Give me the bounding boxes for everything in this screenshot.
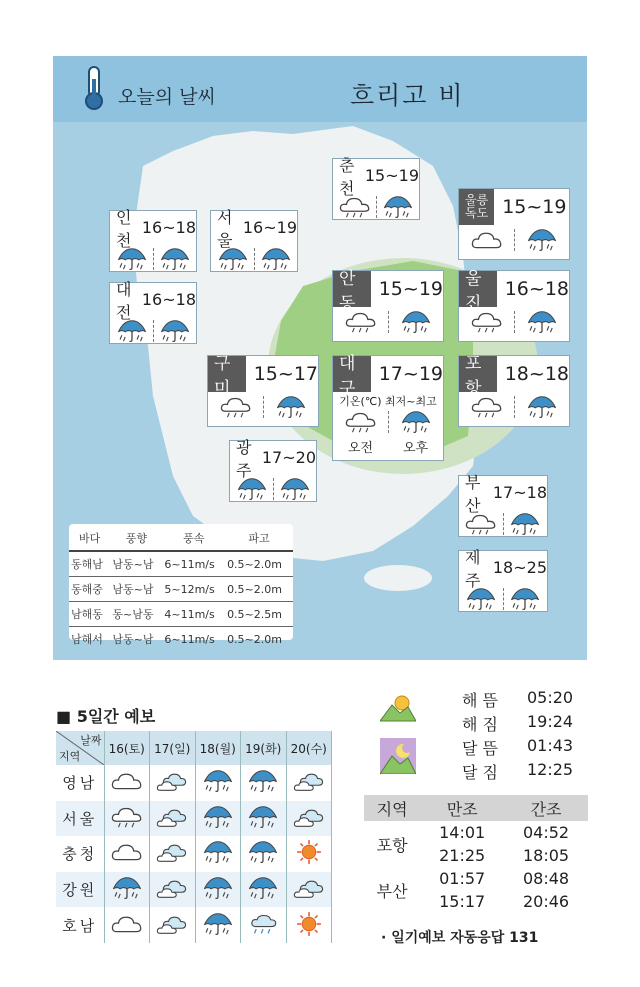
partly-cloudy-rain-icon <box>246 910 280 938</box>
temp-legend: 기온(℃) 최저~최고 <box>339 395 437 408</box>
rain-icon <box>399 307 433 337</box>
sunrise-mountain-icon <box>380 691 416 723</box>
sea-cell: 남해서 <box>69 627 110 652</box>
forecast-day-header: 18(월) <box>195 731 241 765</box>
card-ulleung <box>458 188 570 260</box>
cloud-rain-light-icon <box>470 307 504 337</box>
forecast-region: 충청 <box>56 836 104 872</box>
tide-table <box>364 795 588 913</box>
forecast-cell <box>195 836 241 872</box>
forecast-cell <box>241 801 287 837</box>
sea-row <box>69 577 293 602</box>
rain-icon <box>201 838 235 866</box>
thermometer-icon <box>80 65 108 111</box>
city-name: 춘천 <box>339 155 355 198</box>
card-uljin <box>458 270 570 342</box>
city-temp: 15~19 <box>502 196 567 218</box>
sea-cell: 6~11m/s <box>162 551 225 577</box>
forecast-cell <box>104 765 150 801</box>
card-pohang <box>458 355 570 427</box>
forecast-cell <box>195 872 241 908</box>
city-name: 부산 <box>465 472 481 515</box>
sea-cell: 5~12m/s <box>162 577 225 602</box>
sea-row <box>69 627 293 652</box>
sea-cell: 남해동 <box>69 602 110 627</box>
cloud-rain-light-icon <box>110 803 144 831</box>
sea-cell: 4~11m/s <box>162 602 225 627</box>
tide-low: 04:52 <box>523 823 570 842</box>
card-gumi <box>207 355 319 427</box>
forecast-region: 서울 <box>56 801 104 837</box>
rain-icon <box>158 244 192 274</box>
rain-icon <box>235 474 269 504</box>
tide-high: 01:57 <box>439 869 486 888</box>
forecast-cell <box>286 907 332 943</box>
forecast-row <box>56 907 332 943</box>
card-incheon <box>109 207 197 272</box>
sea-header-cell: 파고 <box>248 532 270 545</box>
forecast-cell <box>241 907 287 943</box>
sea-conditions-table <box>69 524 293 646</box>
am-pm-labels: 오전 오후 <box>347 441 429 456</box>
city-temp: 16~18 <box>504 278 569 300</box>
rain-icon <box>399 407 433 437</box>
city-temp: 15~19 <box>364 166 419 185</box>
weather-summary: 흐리고 비 <box>350 81 465 110</box>
card-chuncheon <box>332 155 420 220</box>
sea-cell: 6~11m/s <box>162 627 225 652</box>
sea-header-cell: 바다 <box>79 532 101 545</box>
forecast-cell <box>195 801 241 837</box>
rain-icon <box>115 316 149 346</box>
cloud-icon <box>110 910 144 938</box>
city-temp: 17~20 <box>261 448 316 467</box>
forecast-region: 강원 <box>56 872 104 908</box>
city-name: 광주 <box>236 437 252 480</box>
card-seoul <box>210 207 298 272</box>
tide-row <box>364 867 588 890</box>
city-badge: 울진 <box>459 271 497 307</box>
forecast-region: 영남 <box>56 765 104 801</box>
forecast-cell <box>241 836 287 872</box>
forecast-day-header: 19(화) <box>241 731 287 765</box>
forecast-cell <box>195 907 241 943</box>
sun-icon <box>292 910 326 938</box>
tide-high: 15:17 <box>439 892 486 911</box>
sea-cell: 동해남 <box>69 551 110 577</box>
rain-icon <box>201 803 235 831</box>
forecast-cell <box>286 872 332 908</box>
cloud-rain-light-icon <box>344 307 378 337</box>
sun-icon <box>292 838 326 866</box>
moonrise-time: 01:43 <box>527 736 574 755</box>
sea-cell: 0.5~2.0m <box>225 627 293 652</box>
cloud-rain-light-icon <box>470 392 504 422</box>
tide-header-cell: 간조 <box>504 795 588 821</box>
rain-icon <box>201 767 235 795</box>
sunrise-label: 해 뜸 <box>462 691 498 710</box>
rain-icon <box>381 192 415 222</box>
partly-cloudy-icon <box>292 803 326 831</box>
forecast-cell <box>241 872 287 908</box>
rain-icon <box>110 874 144 902</box>
rain-icon <box>525 392 559 422</box>
sunset-time: 19:24 <box>527 712 574 731</box>
partly-cloudy-icon <box>292 767 326 795</box>
city-name: 서울 <box>217 207 233 250</box>
rain-icon <box>246 803 280 831</box>
sunrise-time: 05:20 <box>527 688 574 707</box>
forecast-cell <box>150 836 196 872</box>
rain-icon <box>525 225 559 255</box>
card-gwangju <box>229 437 317 502</box>
rain-icon <box>201 910 235 938</box>
city-badge: 구미 <box>208 356 246 392</box>
forecast-cell <box>104 836 150 872</box>
moonset-label: 달 짐 <box>462 763 498 782</box>
rain-icon <box>508 584 542 614</box>
rain-icon <box>278 474 312 504</box>
sea-cell: 동해중 <box>69 577 110 602</box>
rain-icon <box>216 244 250 274</box>
cloud-rain-light-icon <box>344 407 378 437</box>
forecast-day-header: 17(일) <box>150 731 196 765</box>
forecast-region: 호남 <box>56 907 104 943</box>
tide-header-cell: 지역 <box>364 795 420 821</box>
forecast-cell <box>241 765 287 801</box>
rain-icon <box>246 838 280 866</box>
city-temp: 16~18 <box>141 290 196 309</box>
card-daejeon <box>109 279 197 344</box>
sea-cell: 남동~남 <box>110 551 162 577</box>
city-temp: 17~19 <box>378 363 443 385</box>
tide-region: 부산 <box>376 881 408 901</box>
forecast-row <box>56 765 332 801</box>
sea-row <box>69 602 293 627</box>
city-temp: 15~17 <box>253 363 318 385</box>
tide-row <box>364 821 588 844</box>
city-temp: 18~18 <box>504 363 569 385</box>
partly-cloudy-icon <box>155 910 189 938</box>
forecast-cell <box>286 765 332 801</box>
forecast-cell <box>286 836 332 872</box>
sea-cell: 0.5~2.5m <box>225 602 293 627</box>
city-name: 대전 <box>116 279 132 322</box>
forecast-day-header: 20(수) <box>286 731 332 765</box>
partly-cloudy-icon <box>155 838 189 866</box>
cloud-icon <box>470 225 504 255</box>
partly-cloudy-icon <box>155 767 189 795</box>
forecast-cell <box>104 801 150 837</box>
forecast-cell <box>150 765 196 801</box>
sea-cell: 남동~남 <box>110 627 162 652</box>
five-day-forecast-table <box>56 731 332 943</box>
city-temp: 16~18 <box>141 218 196 237</box>
forecast-title: ■ 5일간 예보 <box>56 707 156 726</box>
city-temp: 18~25 <box>492 558 547 577</box>
forecast-row <box>56 836 332 872</box>
rain-icon <box>201 874 235 902</box>
cloud-icon <box>110 838 144 866</box>
city-temp: 17~18 <box>492 483 547 502</box>
city-badge: 대구 <box>333 356 371 392</box>
sea-row <box>69 551 293 577</box>
card-jeju <box>458 547 548 612</box>
forecast-cell <box>104 872 150 908</box>
rain-icon <box>246 767 280 795</box>
forecast-row <box>56 872 332 908</box>
city-badge: 안동 <box>333 271 371 307</box>
moon-mountain-icon <box>380 738 416 774</box>
city-name: 인천 <box>116 207 132 250</box>
sea-header-cell: 풍향 <box>125 532 147 545</box>
page-title: 오늘의 날씨 <box>118 86 216 108</box>
cloud-rain-light-icon <box>219 392 253 422</box>
forecast-hotline-note: · 일기예보 자동응답 131 <box>381 930 539 946</box>
forecast-cell <box>150 801 196 837</box>
tide-low: 20:46 <box>523 892 570 911</box>
tide-high: 14:01 <box>439 823 486 842</box>
rain-icon <box>158 316 192 346</box>
sea-cell: 0.5~2.0m <box>225 577 293 602</box>
rain-icon <box>259 244 293 274</box>
sunset-label: 해 짐 <box>462 715 498 734</box>
sea-cell: 0.5~2.0m <box>225 551 293 577</box>
sea-cell: 남동~남 <box>110 577 162 602</box>
card-andong <box>332 270 444 342</box>
cloud-rain-light-icon <box>338 192 372 222</box>
rain-icon <box>246 874 280 902</box>
forecast-cell <box>150 907 196 943</box>
moonrise-label: 달 뜸 <box>462 739 498 758</box>
cloud-rain-light-icon <box>464 509 498 539</box>
corner-cell: 날짜 지역 <box>56 731 104 765</box>
rain-icon <box>115 244 149 274</box>
partly-cloudy-icon <box>155 803 189 831</box>
tide-region: 포항 <box>376 835 408 855</box>
city-badge: 포항 <box>459 356 497 392</box>
rain-icon <box>274 392 308 422</box>
sea-header-cell: 풍속 <box>183 532 205 545</box>
city-temp: 16~19 <box>242 218 297 237</box>
rain-icon <box>464 584 498 614</box>
forecast-cell <box>150 872 196 908</box>
forecast-cell <box>195 765 241 801</box>
card-daegu <box>332 355 444 461</box>
partly-cloudy-icon <box>155 874 189 902</box>
forecast-cell <box>286 801 332 837</box>
tide-high: 21:25 <box>439 846 486 865</box>
tide-header-cell: 만조 <box>420 795 504 821</box>
forecast-cell <box>104 907 150 943</box>
tide-low: 18:05 <box>523 846 570 865</box>
tide-low: 08:48 <box>523 869 570 888</box>
city-name: 제주 <box>465 547 481 590</box>
rain-icon <box>508 509 542 539</box>
card-busan <box>458 472 548 537</box>
rain-icon <box>525 307 559 337</box>
sea-cell: 동~남동 <box>110 602 162 627</box>
moonset-time: 12:25 <box>527 760 574 779</box>
partly-cloudy-icon <box>292 874 326 902</box>
city-temp: 15~19 <box>378 278 443 300</box>
forecast-row <box>56 801 332 837</box>
cloud-icon <box>110 767 144 795</box>
city-badge: 울릉 독도 <box>459 189 494 225</box>
forecast-day-header: 16(토) <box>104 731 150 765</box>
